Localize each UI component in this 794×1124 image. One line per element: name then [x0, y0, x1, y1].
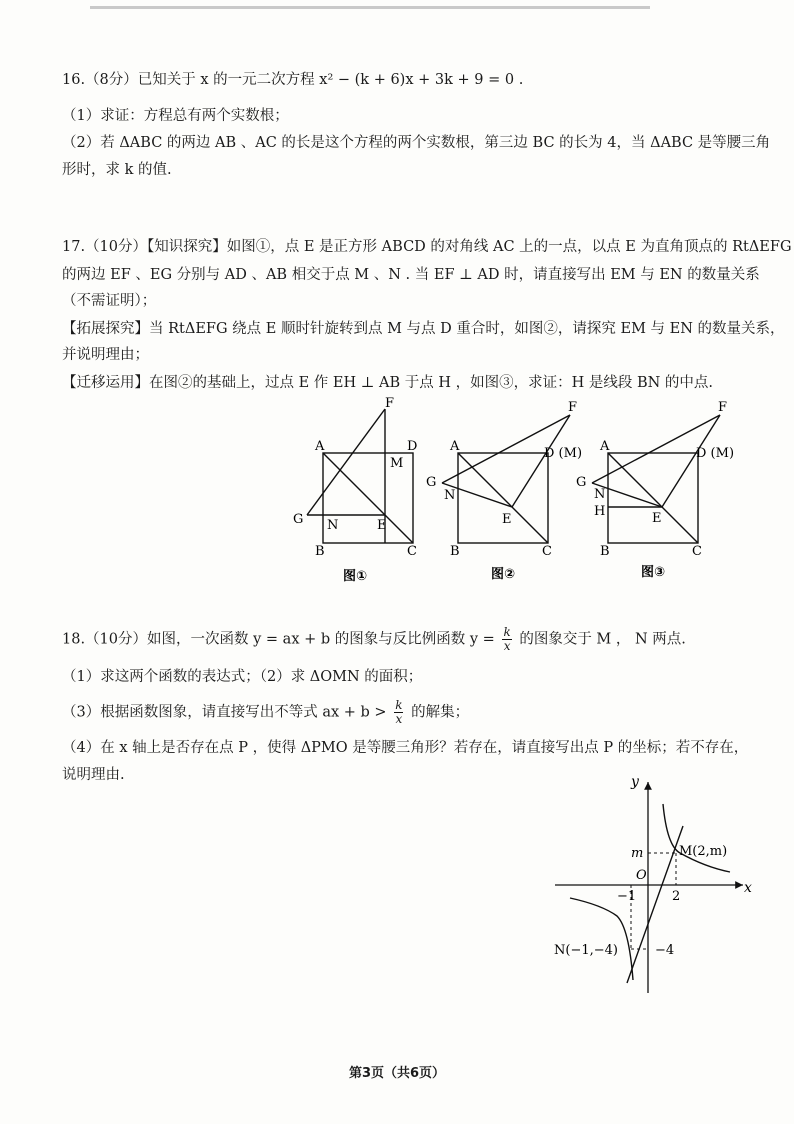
label-2: 2: [672, 889, 681, 904]
label-g: G: [576, 475, 587, 490]
label-g: G: [293, 512, 304, 527]
diagonal-ac: [608, 453, 698, 543]
q18-part3: [62, 699, 469, 726]
label-d: D: [407, 439, 418, 454]
label-b: B: [600, 544, 610, 559]
page-footer: 第3页（共6页）: [348, 1066, 446, 1081]
q18-stem-post: 的图象交于 M ， N 两点.: [519, 631, 686, 648]
label-point-n: N(−1,−4): [554, 943, 618, 958]
label-e: E: [652, 511, 662, 526]
label-f: F: [568, 400, 578, 415]
figure-1: [285, 395, 430, 590]
q16-part1: （1）求证：方程总有两个实数根；: [62, 108, 289, 124]
q18-part1-2: （1）求这两个函数的表达式；（2）求 ΔOMN 的面积；: [62, 669, 423, 685]
label-b: B: [450, 544, 460, 559]
label-c: C: [407, 544, 417, 559]
label-y: y: [631, 774, 639, 790]
hyperbola-q3: [570, 898, 633, 980]
q17-line4: 【拓展探究】当 RtΔEFG 绕点 E 顺时针旋转到点 M 与点 D 重合时，如图②，请探究 EM 与 EN 的数量关系，: [62, 321, 785, 337]
function-graph: [545, 768, 760, 998]
line-fg: [307, 409, 385, 515]
figure-3: [570, 395, 745, 590]
hyperbola-q1: [663, 804, 730, 872]
label-a: A: [450, 439, 460, 454]
q18-part3-pre: （3）根据函数图象，请直接写出不等式 ax + b >: [62, 704, 387, 721]
diagonal-ac: [458, 453, 548, 543]
top-border: [90, 6, 650, 9]
label-b: B: [315, 544, 325, 559]
label-c: C: [692, 544, 702, 559]
label-f: F: [718, 400, 728, 415]
q16-part2-a: （2）若 ΔABC 的两边 AB 、AC 的长是这个方程的两个实数根，第三边 BC 的长为 4，当 ΔABC 是等腰三角: [62, 135, 771, 151]
label-e: E: [377, 518, 387, 533]
frac-den: x: [395, 712, 403, 726]
frac-num: k: [503, 625, 511, 639]
label-dm: D (M): [696, 446, 735, 461]
label-point-m: M(2,m): [679, 844, 728, 859]
label-g: G: [426, 475, 437, 490]
q17-line2: 的两边 EF 、EG 分别与 AD 、AB 相交于点 M 、N . 当 EF ⊥ AD 时，请直接写出 EM 与 EN 的数量关系: [62, 267, 760, 283]
label-f: F: [385, 396, 395, 411]
caption-fig2: 图②: [490, 567, 516, 582]
label-neg4: −4: [655, 943, 675, 958]
figure-2: [420, 395, 590, 590]
q18-part4-b: 说明理由.: [62, 767, 125, 783]
q16-stem: 16.（8分）已知关于 x 的一元二次方程 x² − (k + 6)x + 3k + 9 = 0 .: [62, 72, 524, 88]
label-m: M: [390, 456, 404, 471]
label-n: N: [594, 487, 606, 502]
q17-line3: （不需证明）；: [62, 293, 157, 309]
label-c: C: [542, 544, 552, 559]
frac-num: k: [395, 698, 403, 712]
caption-fig3: 图③: [640, 565, 666, 580]
q18-part4-a: （4）在 x 轴上是否存在点 P ，使得 ΔPMO 是等腰三角形？若存在，请直接写出点 P 的坐标；若不存在，: [62, 740, 749, 756]
label-x: x: [744, 880, 752, 896]
fraction-k-over-x: [502, 626, 511, 653]
q18-part3-post: 的解集；: [411, 704, 470, 721]
line-ef: [512, 415, 570, 507]
label-n: N: [444, 488, 456, 503]
q18-stem-pre: 18.（10分）如图，一次函数 y = ax + b 的图象与反比例函数 y =: [62, 631, 495, 648]
frac-den: x: [503, 639, 511, 653]
q16-part2-b: 形时，求 k 的值.: [62, 162, 172, 178]
q17-line5: 并说明理由；: [62, 347, 149, 363]
line-ef: [662, 415, 720, 507]
label-a: A: [600, 439, 610, 454]
q17-line1: 17.（10分）【知识探究】如图①，点 E 是正方形 ABCD 的对角线 AC 上的一点，以点 E 为直角顶点的 RtΔEFG: [62, 239, 792, 255]
label-dm: D (M): [544, 446, 583, 461]
label-h: H: [594, 504, 606, 519]
q18-stem: [62, 626, 686, 653]
label-m: m: [631, 846, 644, 861]
label-o: O: [636, 868, 647, 883]
caption-fig1: 图①: [342, 569, 368, 584]
label-a: A: [315, 439, 325, 454]
label-neg1: −1: [617, 889, 637, 904]
label-n: N: [327, 518, 339, 533]
q17-line6: 【迁移运用】在图②的基础上，过点 E 作 EH ⊥ AB 于点 H ，如图③，求证：H 是线段 BN 的中点.: [62, 375, 714, 391]
fraction-k-over-x-2: [394, 699, 403, 726]
label-e: E: [502, 512, 512, 527]
